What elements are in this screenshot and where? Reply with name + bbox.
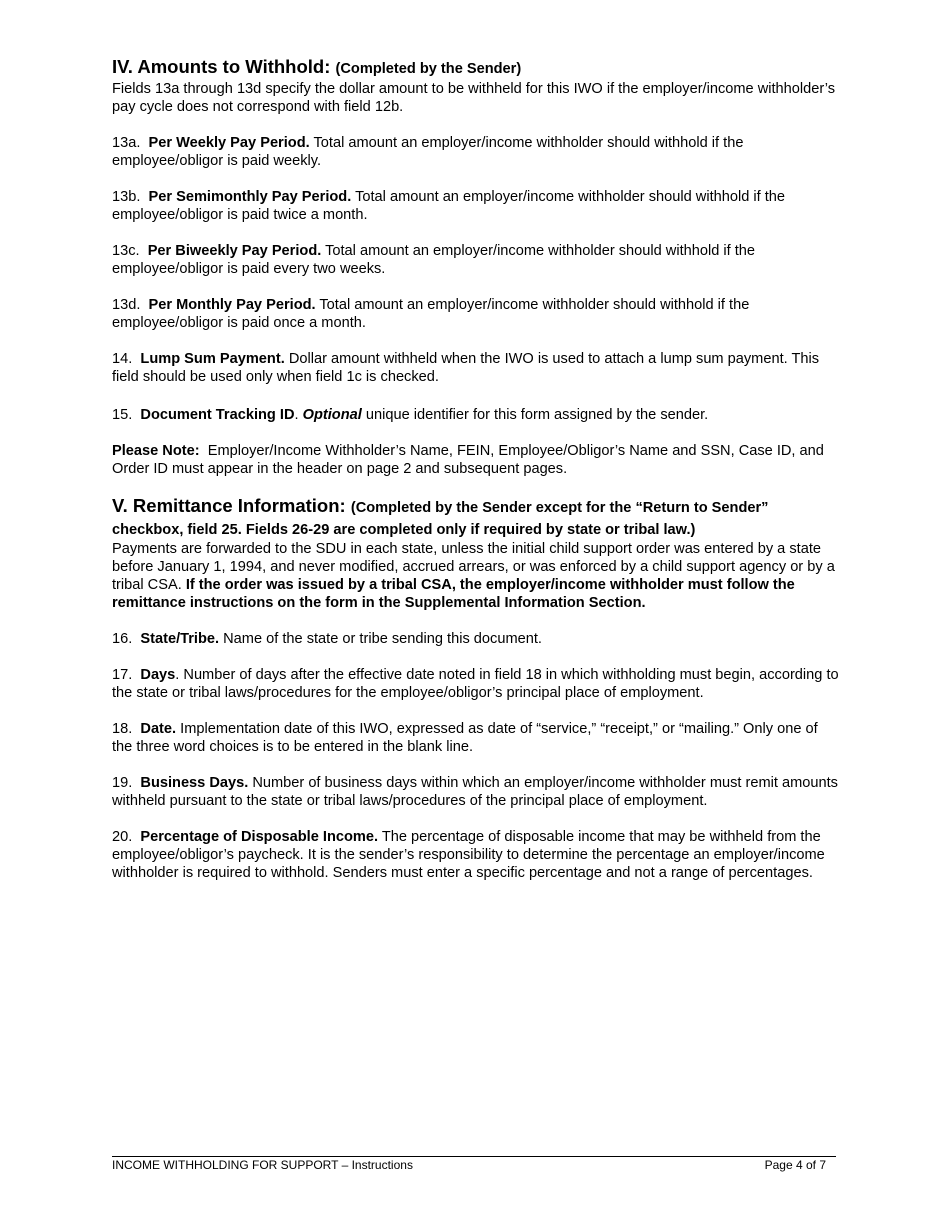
item-18: 18. Date. Implementation date of this IWO, expressed as date of “service,” “receipt,” or “mailing.” Only one of the three word choices is to be entered in the blank line. [112, 721, 818, 755]
item-17: 17. Days. Number of days after the effective date noted in field 18 in which withholding must begin, according to the state or tribal laws/procedures for the employee/obligor’s principal place of employment. [112, 667, 839, 701]
document-page [112, 56, 840, 900]
item-20: 20. Percentage of Disposable Income. The percentage of disposable income that may be withheld from the employee/obligor’s paycheck. It is the sender’s responsibility to determine the percentage an employer/income withholder is required to withhold. Senders must enter a specific percentage and not a range of percentages. [112, 829, 825, 881]
item-13b: 13b. Per Semimonthly Pay Period. Total amount an employer/income withholder should withhold if the employee/obligor is paid twice a month. [112, 189, 786, 223]
item-16: 16. State/Tribe. Name of the state or tribe sending this document. [112, 631, 542, 647]
section-5-heading: V. Remittance Information: (Completed by the Sender except for the “Return to Sender” checkbox, field 25. Fields 26-29 are completed only if required by state or tribal law.) [112, 495, 769, 538]
item-14: 14. Lump Sum Payment. Dollar amount withheld when the IWO is used to attach a lump sum payment. This field should be used only when field 1c is checked. [112, 351, 820, 385]
item-13c: 13c. Per Biweekly Pay Period. Total amount an employer/income withholder should withhold if the employee/obligor is paid every two weeks. [112, 243, 756, 277]
section-4-intro: Fields 13a through 13d specify the dollar amount to be withheld for this IWO if the employer/income withholder’s pay cycle does not correspond with field 12b. [112, 81, 836, 115]
item-13a: 13a. Per Weekly Pay Period. Total amount an employer/income withholder should withhold if the employee/obligor is paid weekly. [112, 135, 744, 169]
please-note: Please Note: Employer/Income Withholder’s Name, FEIN, Employee/Obligor’s Name and SSN, Case ID, and Order ID must appear in the header on page 2 and subsequent pages. [112, 443, 824, 477]
footer-title: INCOME WITHHOLDING FOR SUPPORT – Instructions [112, 1158, 413, 1172]
section-5-intro: Payments are forwarded to the SDU in each state, unless the initial child support order was entered by a state before January 1, 1994, and never modified, accrued arrears, or was enforced by a child support agency or by a tribal CSA. If the order was issued by a tribal CSA, the employer/income withholder must follow the remittance instructions on the form in the Supplemental Information Section. [112, 541, 835, 611]
footer-divider [112, 1156, 836, 1157]
section-amounts-to-withhold [112, 56, 840, 478]
item-13d: 13d. Per Monthly Pay Period. Total amount an employer/income withholder should withhold if the employee/obligor is paid once a month. [112, 297, 750, 331]
section-5-heading-note: (Completed by the Sender except for the “Return to Sender” checkbox, field 25. Fields 26-29 are completed only if required by state or tribal law.) [112, 500, 769, 538]
item-15: 15. Document Tracking ID. Optional unique identifier for this form assigned by the sender. [112, 407, 709, 423]
page-number: Page 4 of 7 [764, 1158, 826, 1172]
page-footer [112, 1158, 826, 1172]
section-4-heading-note: (Completed by the Sender) [335, 61, 522, 77]
section-4-heading: IV. Amounts to Withhold: (Completed by the Sender) [112, 56, 522, 77]
section-remittance-information [112, 496, 840, 882]
item-19: 19. Business Days. Number of business days within which an employer/income withholder must remit amounts withheld pursuant to the state or tribal laws/procedures of the principal place of employment. [112, 775, 838, 809]
